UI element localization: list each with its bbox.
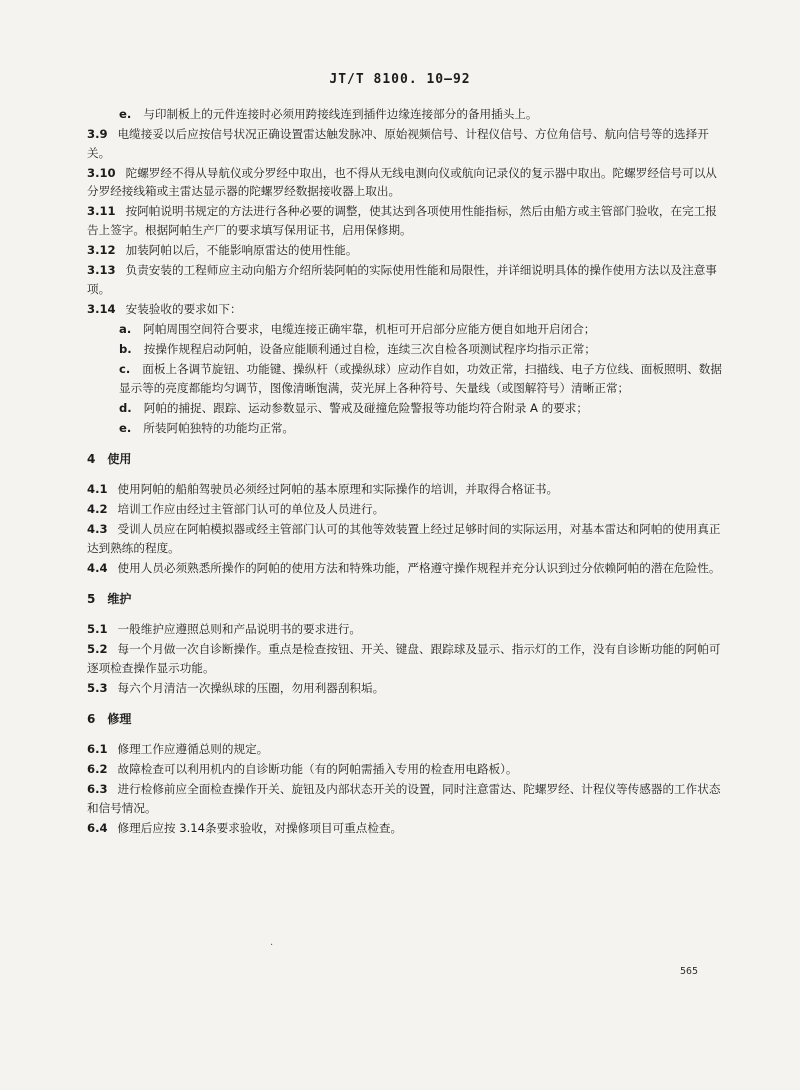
- clause-text: 故障检查可以利用机内的自诊断功能（有的阿帕需插入专用的检查用电路板）。: [117, 762, 518, 777]
- section-title: 使用: [107, 451, 132, 466]
- clause: [87, 559, 727, 578]
- clause-text: 电缆接妥以后应按信号状况正确设置雷达触发脉冲、原始视频信号、计程仪信号、方位角信号、航向信号等的选择开关。: [87, 127, 709, 160]
- clause: [87, 261, 727, 298]
- clause: [87, 202, 727, 239]
- sub-clause: [87, 360, 727, 397]
- clause-text: 加装阿帕以后，不能影响原雷达的使用性能。: [125, 243, 358, 258]
- clause: [87, 780, 727, 817]
- clause-number: d.: [119, 400, 132, 415]
- clause-number: 6.1: [87, 742, 108, 757]
- clause-number: 4.1: [87, 482, 108, 497]
- section-heading-maintenance: [87, 590, 727, 609]
- section-heading-repair: [87, 710, 727, 729]
- clause-text: 培训工作应由经过主管部门认可的单位及人员进行。: [117, 502, 385, 517]
- clause-text: 每六个月清洁一次操纵球的压圈，勿用利器刮积垢。: [117, 681, 385, 696]
- sub-clause: [87, 105, 727, 124]
- clause-number: 3.14: [87, 301, 116, 316]
- clause-text: 一般维护应遵照总则和产品说明书的要求进行。: [117, 622, 362, 637]
- page-number: 565: [680, 966, 699, 977]
- clause-text: 按阿帕说明书规定的方法进行各种必要的调整，使其达到各项使用性能指标，然后由船方或主管部门验收，在完工报告上签字。根据阿帕生产厂的要求填写保用证书，启用保修期。: [87, 204, 717, 238]
- clause-text: 所装阿帕独特的功能均正常。: [143, 421, 295, 435]
- clause-text: 受训人员应在阿帕模拟器或经主管部门认可的其他等效装置上经过足够时间的实际运用，对基本雷达和阿帕的使用真正达到熟练的程度。: [87, 522, 721, 555]
- clause: [87, 620, 727, 639]
- sub-clause: [87, 399, 727, 418]
- clause-number: e.: [119, 421, 132, 435]
- clause-number: 3.13: [87, 263, 116, 278]
- document-code-header: JT/T 8100. 10—92: [329, 72, 471, 87]
- clause-text: 陀螺罗经不得从导航仪或分罗经中取出，也不得从无线电测向仪或航向记录仪的复示器中取出。陀螺罗经信号可以从分罗经接线箱或主雷达显示器的陀螺罗经数据接收器上取出。: [87, 165, 717, 199]
- clause-text: 面板上各调节旋钮、功能键、操纵杆（或操纵球）应动作自如，功效正常，扫描线、电子方位线、面板照明、数据显示等的亮度都能均匀调节，图像清晰饱满，荧光屏上各种符号、矢量线（或图解符号）清晰正常；: [119, 362, 722, 395]
- sub-clause: [87, 419, 727, 438]
- clause-number: b.: [119, 342, 132, 357]
- clause: [87, 480, 727, 499]
- clause-number: 5.1: [87, 622, 108, 637]
- section-number: 5: [87, 591, 96, 606]
- clause-number: 3.12: [87, 243, 116, 258]
- repair-clauses: [87, 740, 727, 837]
- clause: [87, 300, 727, 319]
- clause-number: 4.3: [87, 522, 108, 537]
- section-heading-use: [87, 450, 727, 469]
- clause-text: 按操作规程启动阿帕，设备应能顺利通过自检，连续三次自检各项测试程序均指示正常；: [143, 342, 596, 357]
- sub-clause: [87, 320, 727, 339]
- clause-number: a.: [119, 322, 132, 337]
- clause-number: 5.3: [87, 681, 108, 696]
- clause: [87, 125, 727, 162]
- clause-text: 使用阿帕的船舶驾驶员必须经过阿帕的基本原理和实际操作的培训，并取得合格证书。: [117, 482, 559, 497]
- installation-clauses: [87, 105, 727, 438]
- document-body: [87, 105, 727, 839]
- clause-text: 阿帕的捕捉、跟踪、运动参数显示、警戒及碰撞危险警报等功能均符合附录 A 的要求；: [143, 400, 588, 415]
- section-title: 修理: [107, 711, 132, 726]
- clause-number: 6.2: [87, 762, 108, 777]
- clause: [87, 520, 727, 557]
- clause-text: 修理后应按 3.14条要求验收，对操修项目可重点检查。: [117, 821, 403, 836]
- clause-text: 负责安装的工程师应主动向船方介绍所装阿帕的实际使用性能和局限性，并详细说明具体的操作使用方法以及注意事项。: [87, 263, 717, 296]
- clause-text: 修理工作应遵循总则的规定。: [117, 742, 269, 757]
- maintenance-clauses: [87, 620, 727, 697]
- sub-clause: [87, 340, 727, 359]
- clause-number: 3.10: [87, 165, 116, 180]
- clause: [87, 819, 727, 838]
- clause-text: 每一个月做一次自诊断操作。重点是检查按钮、开关、键盘、跟踪球及显示、指示灯的工作，没有自诊断功能的阿帕可逐项检查操作显示功能。: [87, 642, 721, 675]
- use-clauses: [87, 480, 727, 577]
- clause-number: 3.9: [87, 127, 108, 142]
- footer-dot: ·: [270, 940, 274, 951]
- clause-number: c.: [119, 362, 131, 377]
- clause-number: 5.2: [87, 642, 108, 657]
- clause-text: 阿帕周围空间符合要求，电缆连接正确牢靠，机柜可开启部分应能方便自如地开启闭合；: [143, 322, 596, 337]
- clause-text: 与印制板上的元件连接时必须用跨接线连到插件边缘连接部分的备用插头上。: [143, 107, 538, 121]
- clause: [87, 679, 727, 698]
- clause: [87, 760, 727, 779]
- clause-number: 4.4: [87, 561, 108, 576]
- clause-number: 6.3: [87, 782, 108, 797]
- section-title: 维护: [107, 591, 132, 606]
- clause-text: 安装验收的要求如下：: [125, 301, 242, 316]
- clause-text: 进行检修前应全面检查操作开关、旋钮及内部状态开关的设置，同时注意雷达、陀螺罗经、计程仪等传感器的工作状态和信号情况。: [87, 782, 721, 815]
- section-number: 4: [87, 451, 96, 466]
- clause: [87, 241, 727, 260]
- clause-number: 6.4: [87, 821, 108, 836]
- clause-number: 4.2: [87, 502, 108, 517]
- clause-number: 3.11: [87, 204, 116, 219]
- clause: [87, 640, 727, 677]
- clause-number: e.: [119, 107, 132, 121]
- clause-text: 使用人员必须熟悉所操作的阿帕的使用方法和特殊功能，严格遵守操作规程并充分认识到过分依赖阿帕的潜在危险性。: [117, 561, 721, 576]
- clause: [87, 164, 727, 201]
- clause: [87, 740, 727, 759]
- clause: [87, 500, 727, 519]
- section-number: 6: [87, 711, 96, 726]
